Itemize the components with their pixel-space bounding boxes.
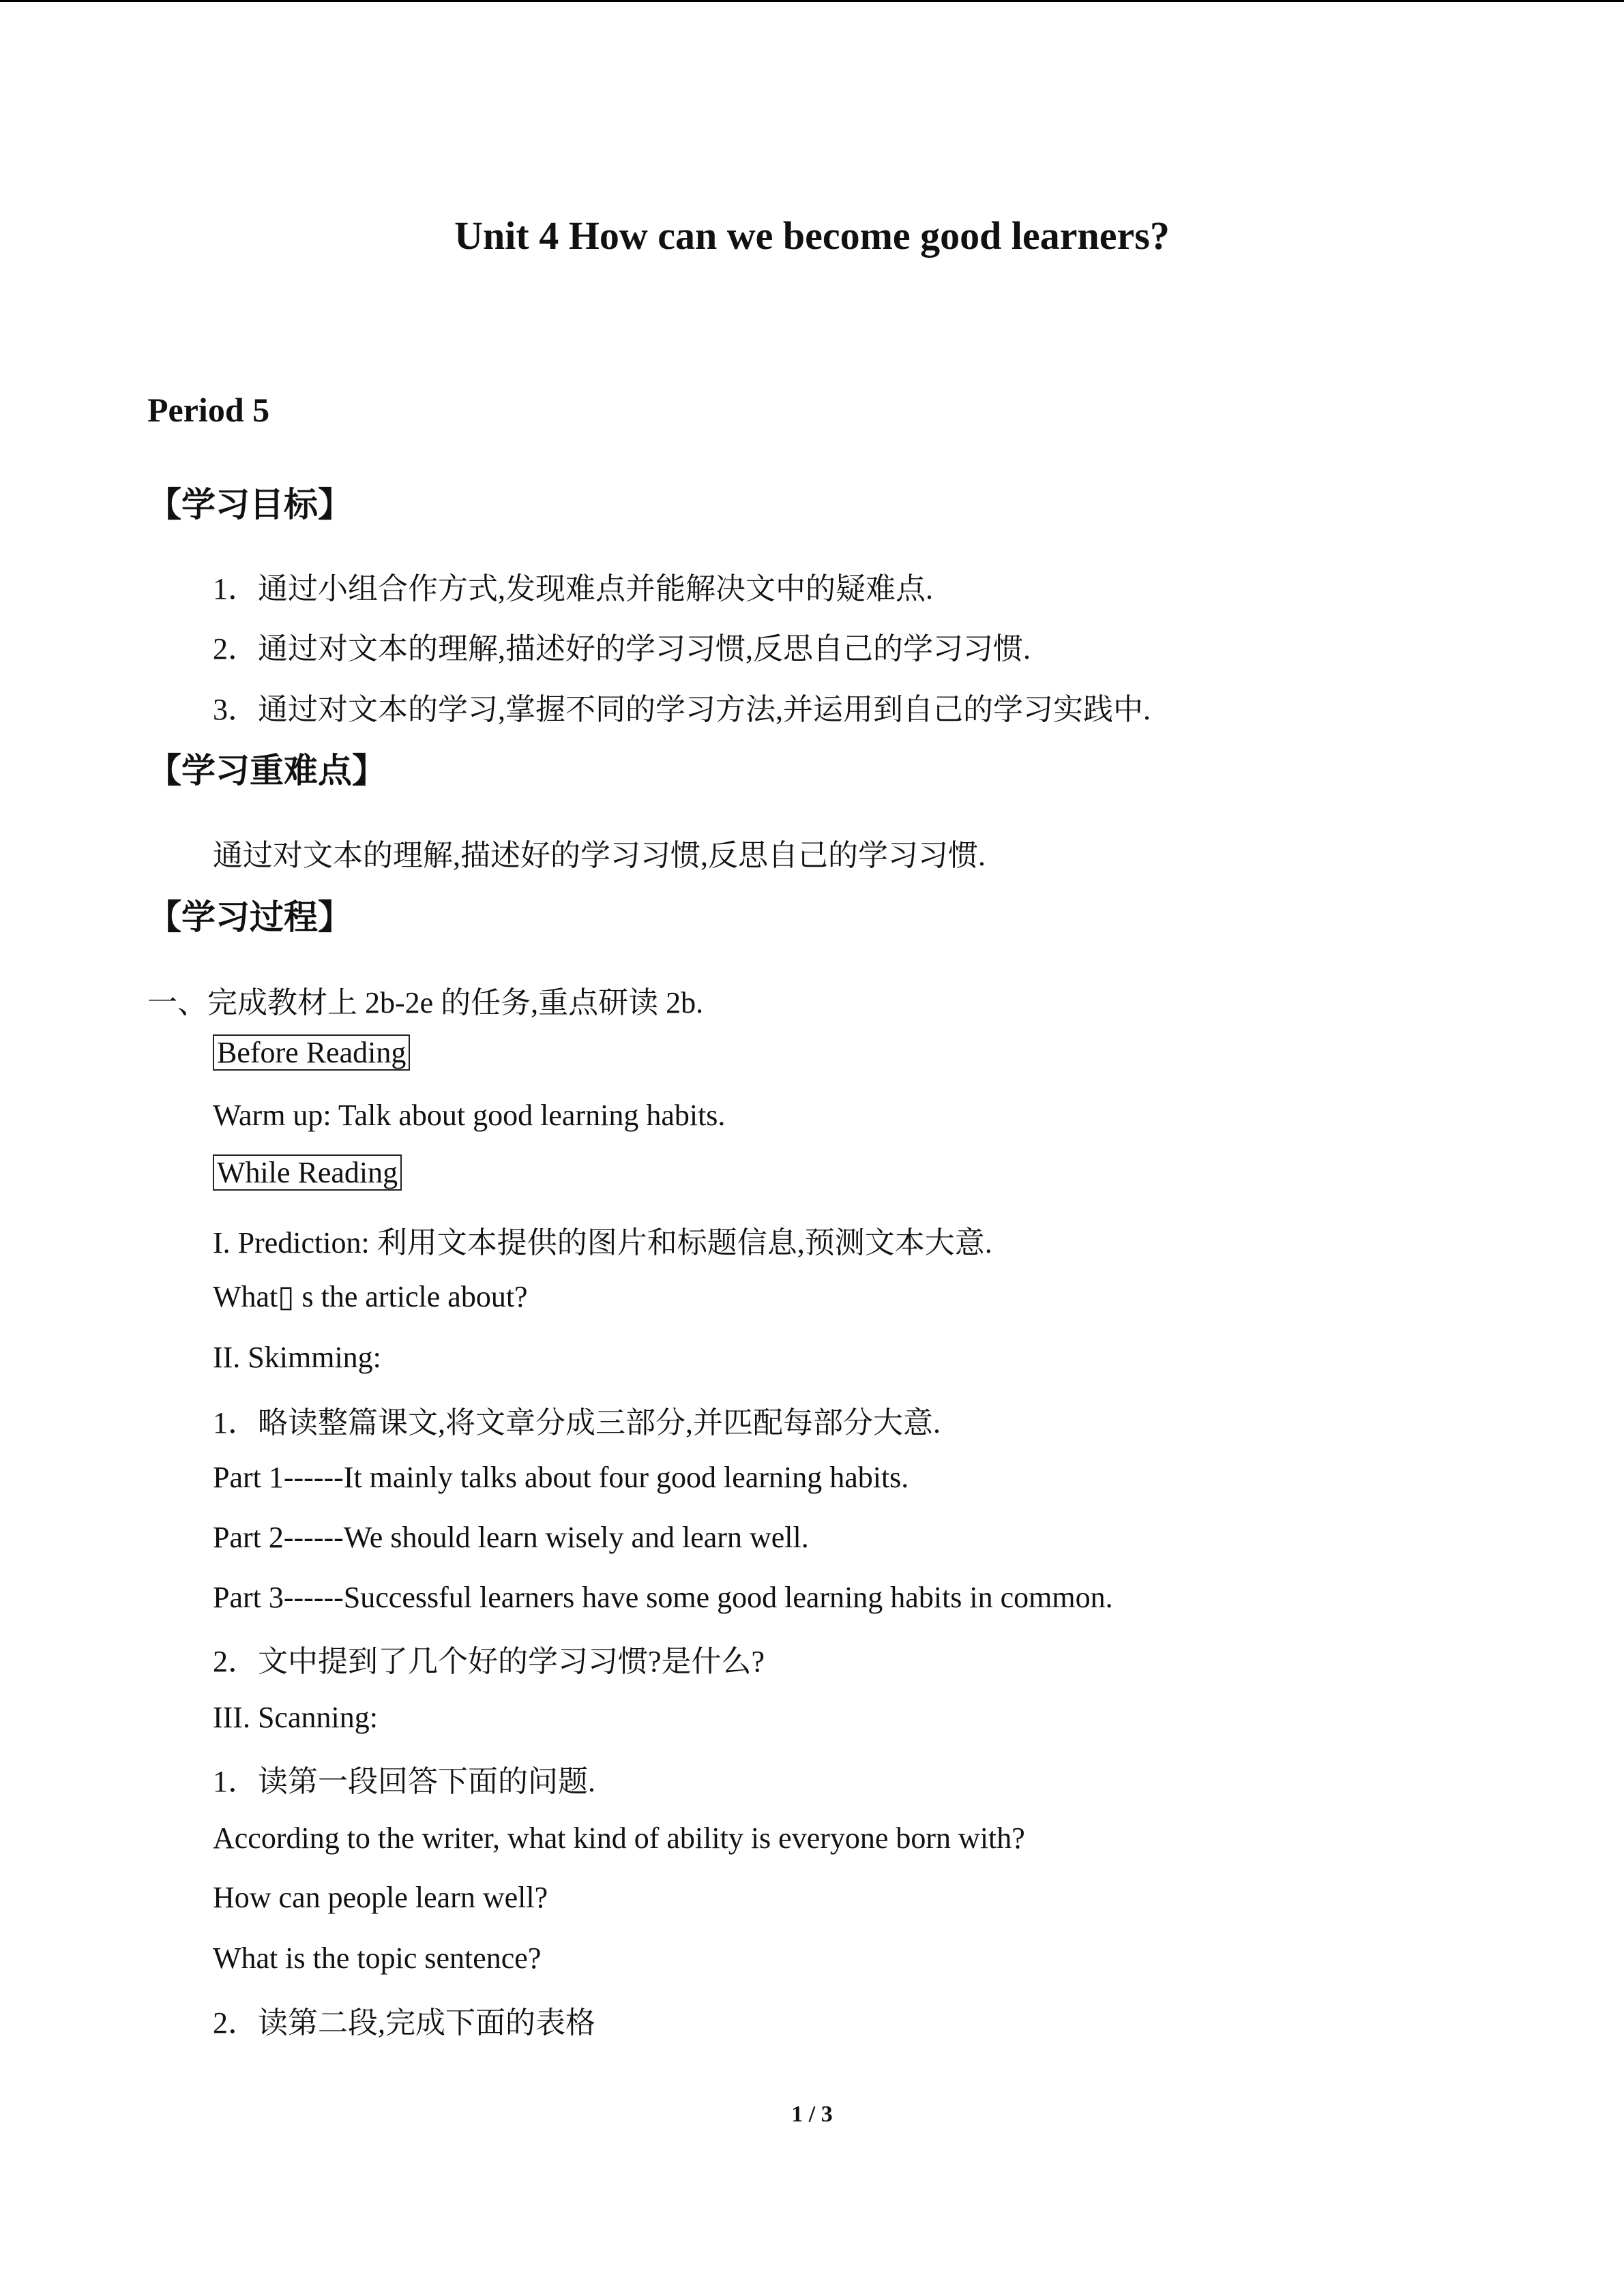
- part-line: Part 2------We should learn wisely and learn well.: [213, 1521, 809, 1554]
- section-process: 【学习过程】: [147, 897, 352, 937]
- before-reading-label: Before Reading: [213, 1034, 410, 1071]
- skimming-heading: II. Skimming:: [213, 1341, 381, 1374]
- scan-task-1: 1．读第一段回答下面的问题.: [213, 1765, 595, 1798]
- document-title: Unit 4 How can we become good learners?: [454, 213, 1170, 258]
- skim-task-1: 1．略读整篇课文,将文章分成三部分,并匹配每部分大意.: [213, 1406, 941, 1440]
- scanning-heading: III. Scanning:: [213, 1701, 378, 1734]
- scan-question: How can people learn well?: [213, 1881, 548, 1914]
- scan-question: According to the writer, what kind of ability is everyone born with?: [213, 1821, 1025, 1855]
- while-reading-label: While Reading: [213, 1154, 402, 1191]
- section-key-points: 【学习重难点】: [147, 751, 386, 790]
- part-line: Part 1------It mainly talks about four good learning habits.: [213, 1461, 909, 1494]
- part-line: Part 3------Successful learners have some good learning habits in common.: [213, 1581, 1113, 1614]
- objective-item: 2．通过对文本的理解,描述好的学习习惯,反思自己的学习习惯.: [213, 632, 1031, 666]
- skim-task-2: 2．文中提到了几个好的学习习惯?是什么?: [213, 1645, 765, 1678]
- task-line: 一、完成教材上 2b-2e 的任务,重点研读 2b.: [147, 986, 704, 1019]
- scan-question: What is the topic sentence?: [213, 1941, 542, 1975]
- key-points-text: 通过对文本的理解,描述好的学习习惯,反思自己的学习习惯.: [213, 839, 986, 872]
- objective-item: 3．通过对文本的学习,掌握不同的学习方法,并运用到自己的学习实践中.: [213, 693, 1151, 726]
- warm-up-line: Warm up: Talk about good learning habits.: [213, 1099, 726, 1132]
- scan-task-2: 2．读第二段,完成下面的表格: [213, 2006, 595, 2040]
- page-number: 1 / 3: [791, 2102, 833, 2127]
- objective-item: 1．通过小组合作方式,发现难点并能解决文中的疑难点.: [213, 572, 933, 606]
- section-objectives: 【学习目标】: [147, 485, 352, 524]
- top-border: [0, 0, 1624, 2]
- prediction-question: What▯ s the article about?: [213, 1280, 528, 1313]
- prediction-line: I. Prediction: 利用文本提供的图片和标题信息,预测文本大意.: [213, 1226, 992, 1259]
- period-heading: Period 5: [147, 391, 270, 429]
